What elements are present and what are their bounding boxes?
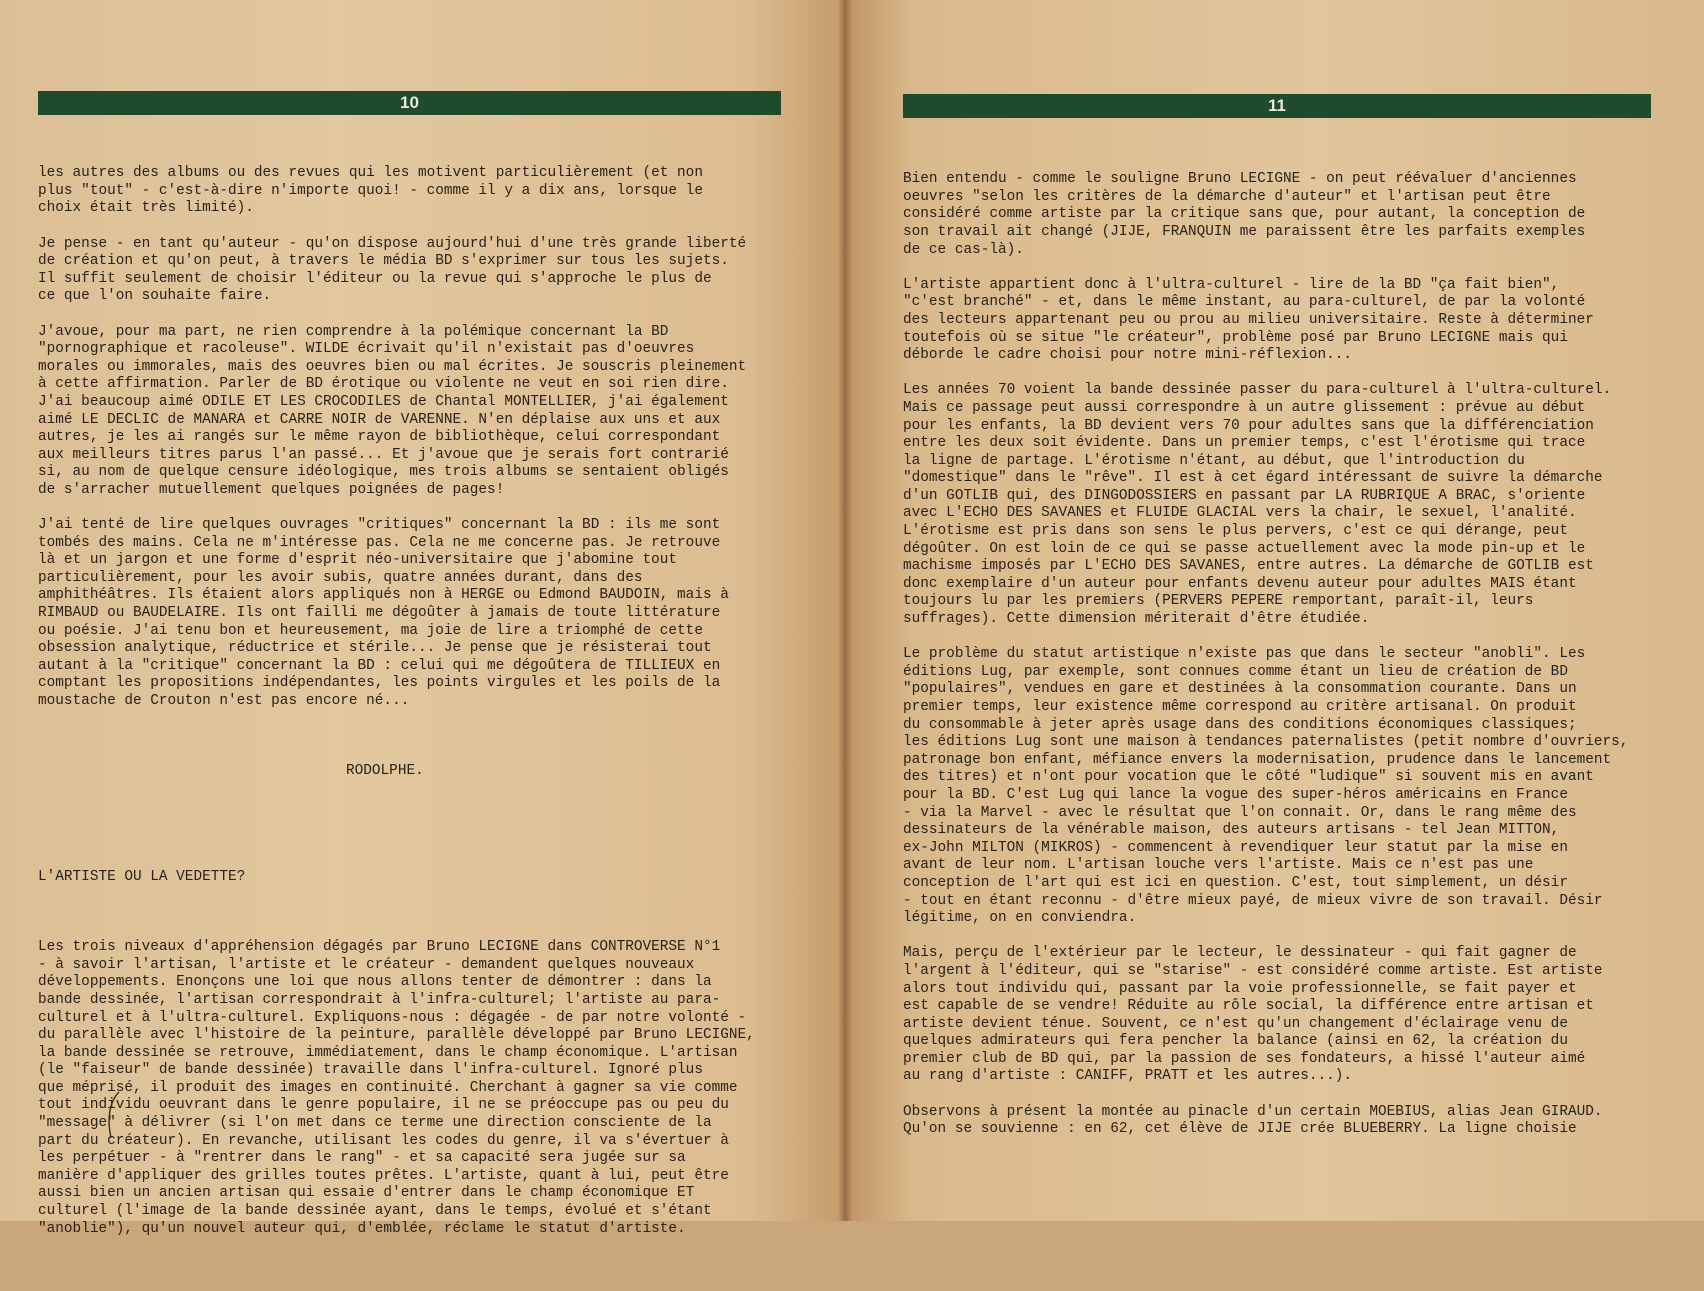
- paragraph: [903, 171, 1693, 259]
- text-line: autres, je les ai rangés sur le même rayon de bibliothèque, celui correspondant: [38, 429, 721, 446]
- text-line: part du créateur). En revanche, utilisant les codes du genre, il va s'évertuer à: [38, 1132, 729, 1149]
- text-line: considéré comme artiste par la critique sans que, pour autant, la conception de: [903, 206, 1586, 223]
- text-line: des titres) et n'ont pour vocation que le côté "ludique" si souvent mis en avant: [903, 769, 1594, 786]
- text-line: Il suffit seulement de choisir l'éditeur ou la revue qui s'approche le plus de: [38, 270, 712, 287]
- text-line: ex-John MILTON (MIKROS) - commencent à revendiquer leur statut par la mise en: [903, 839, 1568, 856]
- text-line: manière d'appliquer des grilles toutes prêtes. L'artiste, quant à lui, peut être: [38, 1167, 729, 1184]
- text-line: développements. Enonçons une loi que nous allons tenter de démontrer : dans la: [38, 974, 712, 991]
- text-line: culturel et à l'ultra-culturel. Expliquons-nous : dégagée - de par notre volonté -: [38, 1009, 747, 1026]
- text-line: morales ou immorales, mais des oeuvres bien ou mal écrites. Je souscris pleinement: [38, 358, 747, 375]
- text-line: avant de leur nom. L'artisan louche vers l'artiste. Mais ce n'est pas une: [903, 857, 1534, 874]
- text-line: éditions Lug, par exemple, sont connues comme étant un lieu de création de BD: [903, 663, 1568, 680]
- text-line: "anoblie"), qu'un nouvel auteur qui, d'emblée, réclame le statut d'artiste.: [38, 1220, 686, 1237]
- text-line: J'avoue, pour ma part, ne rien comprendre à la polémique concernant la BD: [38, 323, 669, 340]
- page-number: 11: [1268, 96, 1286, 115]
- text-line: quelques admirateurs qui fera pencher la balance (ainsi en 62, la création du: [903, 1033, 1568, 1050]
- text-line: les autres des albums ou des revues qui les motivent particulièrement (et non: [38, 165, 703, 182]
- text-line: de création et qu'on peut, à travers le média BD s'exprimer sur tous les sujets.: [38, 253, 729, 270]
- text-line: Les trois niveaux d'appréhension dégagés par Bruno LECIGNE dans CONTROVERSE N°1: [38, 939, 721, 956]
- text-line: suffrages). Cette dimension mériterait d'être étudiée.: [903, 611, 1370, 628]
- page-number: 10: [400, 93, 419, 112]
- text-line: machisme imposés par L'ECHO DES SAVANES, entre autres. La démarche de GOTLIB est: [903, 558, 1594, 575]
- text-line: dégoûter. On est loin de ce qui se passe actuellement avec la mode pin-up et le: [903, 540, 1586, 557]
- text-line: alors tout individu qui, passant par la voie professionnelle, se fait payer et: [903, 980, 1577, 997]
- paragraph: [38, 165, 798, 218]
- text-line: premier club de BD qui, par la passion de ses fondateurs, a hissé l'auteur aimé: [903, 1050, 1586, 1067]
- right-page: [846, 0, 1704, 1221]
- text-line: si, au nom de quelque censure idéologique, mes trois albums se sentaient obligés: [38, 464, 729, 481]
- right-page-body: [903, 136, 1693, 1192]
- text-line: Le problème du statut artistique n'existe pas que dans le secteur "anobli". Les: [903, 646, 1586, 663]
- page-number-bar: [38, 91, 781, 115]
- text-line: culturel (l'image de la bande dessinée ayant, dans le temps, évolué et s'étant: [38, 1203, 712, 1220]
- spine-gutter: [838, 0, 852, 1221]
- paragraph: [903, 646, 1693, 928]
- text-line: les éditions Lug sont une maison à tendances paternalistes (petit nombre d'ouvriers,: [903, 734, 1629, 751]
- text-line: ce que l'on souhaite faire.: [38, 288, 272, 305]
- text-line: plus "tout" - c'est-à-dire n'importe quoi! - comme il y a dix ans, lorsque le: [38, 182, 703, 199]
- text-line: "populaires", vendues en gare et destinées à la consommation courante. Dans un: [903, 681, 1577, 698]
- text-line: premier temps, leur existence même correspond au critère artisanal. On produit: [903, 699, 1577, 715]
- text-line: à cette affirmation. Parler de BD érotique ou violente ne veut en soi rien dire.: [38, 376, 729, 393]
- text-line: les perpétuer - à "rentrer dans le rang" - et sa capacité sera jugée sur sa: [38, 1150, 686, 1167]
- text-line: "message" à délivrer (si l'on met dans ce terme une direction consciente de la: [38, 1115, 712, 1132]
- text-line: comptant les propositions indépendantes, les points virgules et les poils de la: [38, 675, 721, 692]
- text-line: autant à la "critique" concernant la BD : celui qui me dégoûtera de TILLIEUX en: [38, 657, 721, 674]
- text-line: bande dessinée, l'artisan correspondrait à l'infra-culturel; l'artiste au para-: [38, 991, 721, 1008]
- text-line: déborde le cadre choisi pour notre mini-réflexion...: [903, 347, 1353, 364]
- text-line: que méprisé, il produit des images en continuité. Cherchant à gagner sa vie comme: [38, 1079, 738, 1096]
- text-line: pour les enfants, la BD devient vers 70 pour adultes sans que la différenciation: [903, 417, 1594, 434]
- text-line: toujours lu par les premiers (PERVERS PEPERE remportant, paraît-il, leurs: [903, 593, 1534, 610]
- text-line: pour la BD. C'est Lug qui lance la vogue des super-héros américains en France: [903, 786, 1568, 803]
- text-line: - tout en étant reconnu - d'être mieux payé, de mieux vivre de son travail. Désir: [903, 892, 1603, 909]
- text-line: - à savoir l'artisan, l'artiste et le créateur - demandent quelques nouveaux: [38, 956, 695, 973]
- text-line: toutefois où se situe "le créateur", problème posé par Bruno LECIGNE mais qui: [903, 329, 1568, 346]
- text-line: amphithéâtres. Ils étaient alors appliqués non à HERGE ou Edmond BAUDOIN, mais à: [38, 587, 729, 604]
- text-line: est capable de se vendre! Réduite au rôle social, la différence entre artisan et: [903, 998, 1594, 1015]
- text-line: obsession analytique, réductrice et stérile... Je pense que je résisterai tout: [38, 640, 712, 657]
- paragraph: [38, 236, 798, 306]
- text-line: entre les deux soit évidente. Dans un premier temps, c'est l'érotisme qui trace: [903, 435, 1586, 452]
- section-title: L'ARTISTE OU LA VEDETTE?: [38, 868, 246, 885]
- text-line: Les années 70 voient la bande dessinée passer du para-culturel à l'ultra-culturel.: [903, 382, 1612, 399]
- paragraph: [903, 277, 1693, 365]
- text-line: donc exemplaire d'un auteur pour enfants devenu auteur pour adultes MAIS étant: [903, 575, 1577, 592]
- text-line: Mais, perçu de l'extérieur par le lecteur, le dessinateur - qui fait gagner de: [903, 945, 1577, 962]
- text-line: là et un jargon et une forme d'esprit néo-universitaire que j'abomine tout: [38, 552, 678, 569]
- text-line: aimé LE DECLIC de MANARA et CARRE NOIR de VARENNE. N'en déplaise aux uns et aux: [38, 411, 721, 428]
- paragraph: [38, 939, 798, 1238]
- text-line: J'ai beaucoup aimé ODILE ET LES CROCODILES de Chantal MONTELLIER, j'ai également: [38, 393, 729, 410]
- text-line: conception de l'art qui est ici en question. C'est, tout simplement, un désir: [903, 874, 1568, 891]
- text-line: légitime, on en conviendra.: [903, 910, 1137, 927]
- text-line: dessinateurs de la vénérable maison, des auteurs artisans - tel Jean MITTON,: [903, 822, 1560, 839]
- text-line: la ligne de partage. L'érotisme n'étant, au début, que l'introduction du: [903, 452, 1525, 469]
- text-line: (le "faiseur" de bande dessinée) travaille dans l'infra-culturel. Ignoré plus: [38, 1062, 703, 1079]
- left-page: [0, 0, 846, 1237]
- text-line: "c'est branché" - et, dans le même instant, au para-culturel, de par la volonté: [903, 294, 1586, 311]
- text-line: moustache de Crouton n'est pas encore né...: [38, 693, 410, 709]
- text-line: Je pense - en tant qu'auteur - qu'on dispose aujourd'hui d'une très grande liberté: [38, 235, 747, 252]
- text-line: Qu'on se souvienne : en 62, cet élève de JIJE crée BLUEBERRY. La ligne choisie: [903, 1121, 1577, 1138]
- signature: RODOLPHE.: [346, 763, 424, 780]
- text-line: avec L'ECHO DES SAVANES et FLUIDE GLACIAL vers la chair, le sexuel, l'analité.: [903, 505, 1577, 522]
- text-line: Observons à présent la montée au pinacle d'un certain MOEBIUS, alias Jean GIRAUD.: [903, 1103, 1603, 1120]
- text-line: "domestique" dans le "rêve". Il est à cet égard intéressant de suivre la démarche: [903, 470, 1603, 487]
- pen-mark-decoration: [105, 1090, 125, 1140]
- text-line: de s'arracher mutuellement quelques poignées de pages!: [38, 481, 505, 498]
- text-line: des lecteurs appartenant peu ou prou au milieu universitaire. Reste à déterminer: [903, 311, 1594, 328]
- paragraph: [903, 1104, 1693, 1139]
- text-line: - via la Marvel - avec le résultat que l'on connait. Or, dans le rang même des: [903, 804, 1577, 821]
- paragraph: [38, 324, 798, 500]
- paragraph: [903, 382, 1693, 628]
- page-number-bar: [903, 94, 1651, 118]
- text-line: artiste devient ténue. Souvent, ce n'est qu'un changement d'éclairage venu de: [903, 1015, 1568, 1032]
- text-line: au rang d'artiste : CANIFF, PRATT et les autres...).: [903, 1068, 1353, 1085]
- text-line: Mais ce passage peut aussi correspondre à un autre glissement : prévue au début: [903, 399, 1586, 416]
- text-line: L'artiste appartient donc à l'ultra-culturel - lire de la BD "ça fait bien",: [903, 276, 1560, 293]
- text-line: d'un GOTLIB qui, des DINGODOSSIERS en passant par LA RUBRIQUE A BRAC, s'oriente: [903, 487, 1586, 504]
- text-line: du parallèle avec l'histoire de la peinture, parallèle développé par Bruno LECIGNE,: [38, 1027, 755, 1044]
- text-line: patronage bon enfant, méfiance envers la modernisation, prudence dans le lancement: [903, 751, 1612, 768]
- text-line: oeuvres "selon les critères de la démarche d'auteur" et l'artisan peut être: [903, 188, 1551, 205]
- text-line: choix était très limité).: [38, 200, 254, 217]
- text-line: l'argent à l'éditeur, qui se "starise" - est considéré comme artiste. Est artiste: [903, 962, 1603, 979]
- text-line: la bande dessinée se retrouve, immédiatement, dans le champ économique. L'artisan: [38, 1044, 738, 1061]
- text-line: particulièrement, pour les avoir subis, quatre années durant, dans des: [38, 569, 643, 586]
- left-page-body: [38, 130, 798, 1291]
- text-line: du consommable à jeter après usage dans des conditions économiques classiques;: [903, 716, 1577, 733]
- text-line: J'ai tenté de lire quelques ouvrages "critiques" concernant la BD : ils me sont: [38, 517, 721, 534]
- text-line: aussi bien un ancien artisan qui essaie d'entrer dans le champ économique ET: [38, 1185, 695, 1202]
- text-line: RIMBAUD ou BAUDELAIRE. Ils ont failli me dégoûter à jamais de toute littérature: [38, 605, 721, 622]
- text-line: tombés des mains. Cela ne m'intéresse pas. Cela ne me concerne pas. Je retrouve: [38, 534, 721, 551]
- text-line: Bien entendu - comme le souligne Bruno LECIGNE - on peut réévaluer d'anciennes: [903, 171, 1577, 188]
- text-line: ou poésie. J'ai tenu bon et heureusement, ma joie de lire a triomphé de cette: [38, 622, 703, 639]
- text-line: L'érotisme est pris dans son sens le plus pervers, c'est ce qui dérange, peut: [903, 523, 1568, 540]
- text-line: tout individu oeuvrant dans le genre populaire, il ne se préoccupe pas ou peu du: [38, 1097, 729, 1114]
- paragraph: [903, 945, 1693, 1086]
- text-line: son travail ait changé (JIJE, FRANQUIN me paraissent être les parfaits exemples: [903, 223, 1586, 240]
- paragraph: [38, 517, 798, 711]
- text-line: aux meilleurs titres parus l'an passé... Et j'avoue que je serais fort contrarié: [38, 446, 729, 463]
- text-line: de ce cas-là).: [903, 241, 1024, 258]
- text-line: "pornographique et racoleuse". WILDE écrivait qu'il n'existait pas d'oeuvres: [38, 341, 695, 358]
